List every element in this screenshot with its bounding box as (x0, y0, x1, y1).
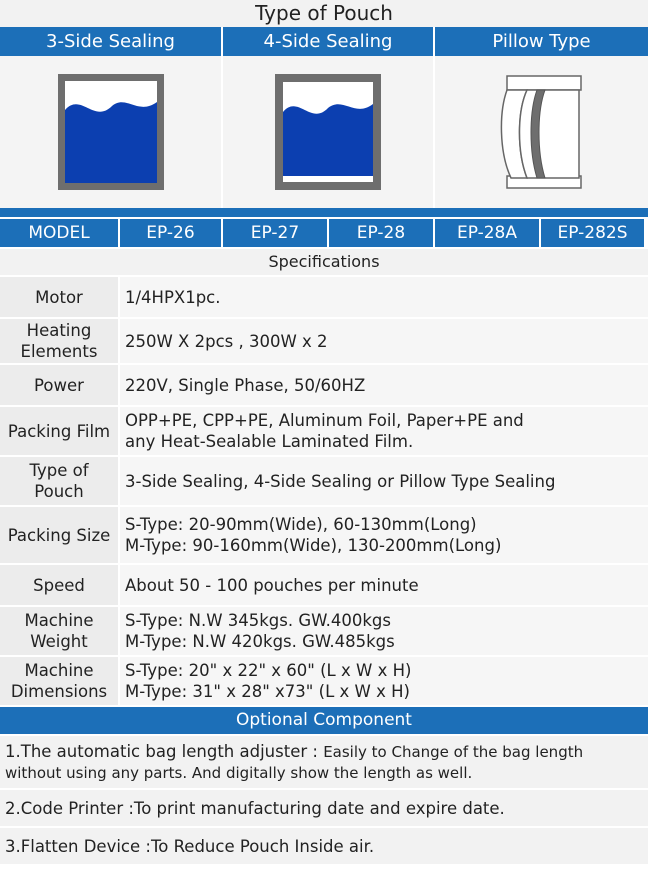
spec-value-line: 3-Side Sealing, 4-Side Sealing or Pillow Type Sealing (125, 471, 556, 491)
spec-row (0, 565, 648, 605)
spec-value (120, 565, 648, 605)
spec-row (0, 457, 648, 505)
pouch-type-4-side: 4-Side Sealing (223, 27, 433, 56)
spec-row (0, 319, 648, 363)
optional-item-title: 2.Code Printer :To print manufacturing date and expire date. (5, 798, 505, 818)
spec-value (120, 457, 648, 505)
optional-component-header: Optional Component (0, 707, 648, 734)
spec-label (0, 457, 118, 505)
spec-label (0, 507, 118, 563)
spec-label (0, 277, 118, 317)
spec-label-line: Type of (29, 461, 89, 480)
pillow-pouch-icon (497, 72, 587, 192)
spec-value-line: About 50 - 100 pouches per minute (125, 575, 419, 595)
spec-value-line: 250W X 2pcs , 300W x 2 (125, 331, 328, 351)
optional-item (0, 790, 648, 826)
spec-label-line: Elements (20, 342, 98, 361)
spec-label-line: Weight (30, 632, 88, 651)
pouch-type-pillow: Pillow Type (435, 27, 648, 56)
three-side-pouch-icon (56, 72, 166, 192)
spec-label (0, 365, 118, 405)
spec-label (0, 565, 118, 605)
spec-value (120, 407, 648, 455)
pouch-type-3-side: 3-Side Sealing (0, 27, 221, 56)
spec-value-line: S-Type: 20" x 22" x 60" (L x W x H) (125, 661, 412, 680)
spec-row (0, 407, 648, 455)
optional-item-desc: Easily to Change of the bag length (323, 742, 584, 761)
optional-list (0, 736, 648, 864)
spec-row (0, 365, 648, 405)
spec-label-line: Packing Size (7, 525, 111, 545)
spec-value (120, 607, 648, 655)
model-ep-28a: EP-28A (435, 219, 539, 247)
spec-value (120, 507, 648, 563)
spec-row (0, 507, 648, 563)
spec-label (0, 607, 118, 655)
four-side-pouch-panel (223, 56, 433, 208)
page-title: Type of Pouch (0, 0, 648, 27)
spec-label-line: Speed (33, 575, 85, 595)
spec-value (120, 365, 648, 405)
model-ep-27: EP-27 (223, 219, 327, 247)
spec-label-line: Dimensions (10, 682, 108, 701)
optional-item-title: 3.Flatten Device :To Reduce Pouch Inside air. (5, 836, 375, 856)
model-row (0, 219, 648, 247)
three-side-pouch-panel (0, 56, 221, 208)
spec-row (0, 607, 648, 655)
spec-value-line: M-Type: 31" x 28" x73" (L x W x H) (125, 682, 410, 701)
spec-row (0, 277, 648, 317)
spec-label (0, 319, 118, 363)
spec-value-line: OPP+PE, CPP+PE, Aluminum Foil, Paper+PE and (125, 411, 524, 430)
spec-label-line: Motor (35, 287, 83, 307)
divider-bar (0, 208, 648, 217)
specifications-header: Specifications (0, 249, 648, 275)
optional-item-desc-line2: without using any parts. And digitally show the length as well. (5, 763, 473, 782)
pouch-images (0, 56, 648, 208)
optional-item (0, 736, 648, 788)
four-side-pouch-icon (273, 72, 383, 192)
spec-label (0, 407, 118, 455)
spec-label-line: Heating (26, 321, 92, 340)
spec-value-line: M-Type: N.W 420kgs. GW.485kgs (125, 632, 395, 651)
spec-value (120, 657, 648, 705)
optional-item-title: 1.The automatic bag length adjuster : (5, 741, 324, 761)
pillow-pouch-panel (435, 56, 648, 208)
spec-value-line: 1/4HPX1pc. (125, 287, 221, 307)
spec-value-line: S-Type: 20-90mm(Wide), 60-130mm(Long) (125, 515, 477, 534)
spec-value-line: any Heat-Sealable Laminated Film. (125, 432, 414, 451)
spec-value (120, 319, 648, 363)
spec-value (120, 277, 648, 317)
model-ep-26: EP-26 (120, 219, 221, 247)
model-label: MODEL (0, 219, 118, 247)
spec-value-line: M-Type: 90-160mm(Wide), 130-200mm(Long) (125, 536, 502, 555)
model-ep-28: EP-28 (329, 219, 433, 247)
spec-label-line: Packing Film (7, 421, 111, 441)
spec-value-line: 220V, Single Phase, 50/60HZ (125, 375, 366, 395)
spec-label-line: Power (34, 375, 84, 395)
spec-label-line: Machine (24, 661, 94, 680)
spec-row (0, 657, 648, 705)
model-ep-282s: EP-282S (541, 219, 644, 247)
spec-table (0, 277, 648, 705)
spec-value-line: S-Type: N.W 345kgs. GW.400kgs (125, 611, 391, 630)
pouch-type-header (0, 27, 648, 56)
spec-label-line: Machine (24, 611, 94, 630)
spec-label-line: Pouch (34, 482, 84, 501)
spec-label (0, 657, 118, 705)
optional-item (0, 828, 648, 864)
